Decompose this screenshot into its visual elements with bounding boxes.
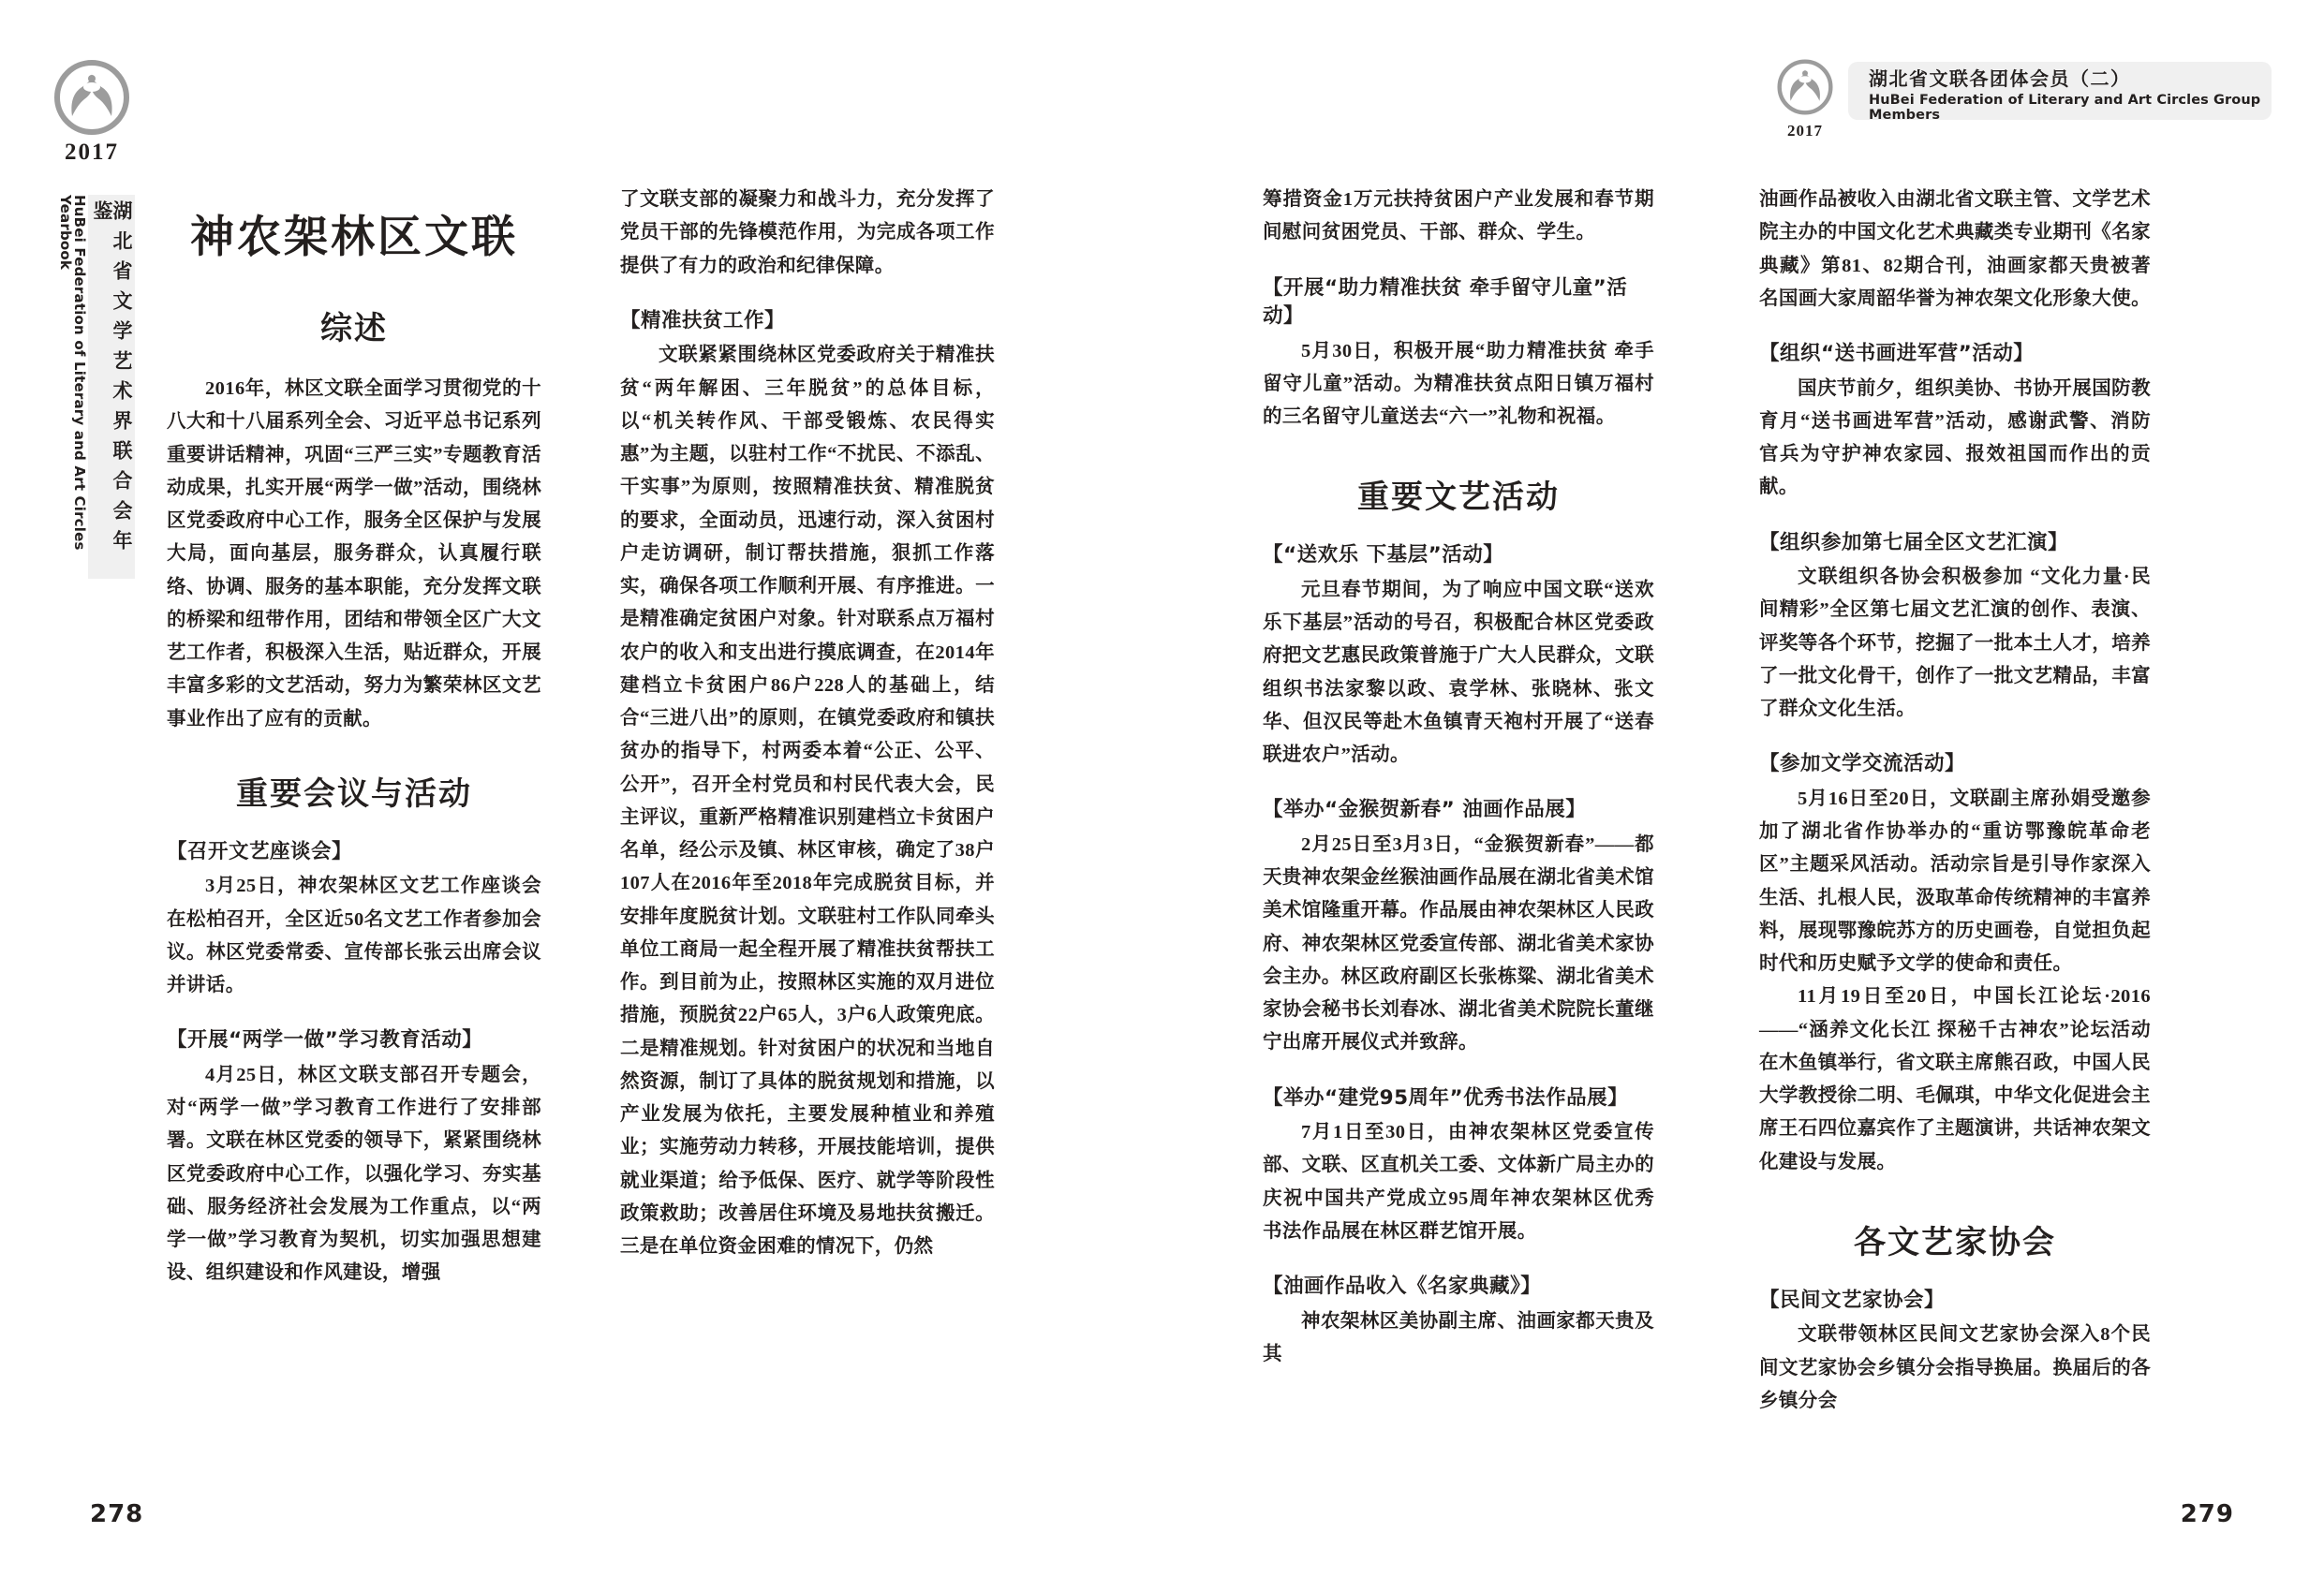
header-emblem — [1775, 58, 1835, 140]
subsection-body-golden-monkey-exhibition: 2月25日至3月3日，“金猴贺新春”——都天贵神农架金丝猴油画作品展在湖北省美术馆美术馆隆重开幕。作品展由神农架林区人民政府、神农架林区党委宣传部、湖北省美术家协会主办。林区政府副区长张栋粱、湖北省美术家协会秘书长刘春冰、湖北省美术院院长董继宁出席开展仪式并致辞。 — [1263, 833, 1654, 1054]
subsection-title-folk-literature-association: 【民间文艺家协会】 — [1759, 1288, 1946, 1312]
page-title: 神农架林区文联 — [190, 212, 518, 263]
subsection-body-books-to-barracks: 国庆节前夕，组织美协、书协开展国防教育月“送书画进军营”活动，感谢武警、消防官兵为守护神农家园、报效祖国而作出的贡献。 — [1759, 377, 2151, 498]
rail-vertical-titles — [54, 195, 135, 597]
subsection-title-left-behind-children: 【开展“助力精准扶贫 牵手留守儿童”活动】 — [1263, 275, 1628, 329]
section-heading-associations: 各文艺家协会 — [1854, 1223, 2056, 1261]
subsection-body-literary-exchange-2: 11月19日至20日，中国长江论坛·2016——“涵养文化长江 探秘千古神农”论坛活动在木鱼镇举行，省文联主席熊召政，中国人民大学教授徐二明、毛佩琪，中华文化促进会主席王石四位嘉宾作了主题演讲，共话神农架文化建设与发展。 — [1759, 986, 2151, 1172]
column-3 — [1263, 184, 1654, 1371]
continued-paragraph-col3: 筹措资金1万元扶持贫困户产业发展和春节期间慰问贫困党员、干部、群众、学生。 — [1263, 189, 1654, 243]
section-heading-meetings: 重要会议与活动 — [236, 774, 472, 813]
header-title-en: HuBei Federation of Literary and Art Circles Group Members — [1869, 93, 2261, 123]
overview-paragraph: 2016年，林区文联全面学习贯彻党的十八大和十八届系列全会、习近平总书记系列重要讲话精神，巩固“三严三实”专题教育活动成果，扎实开展“两学一做”活动，围绕林区党委政府中心工作，服务全区保护与发展大局，面向基层，服务群众，认真履行联络、协调、服务的基本职能，充分发挥文联的桥梁和纽带作用，团结和带领全区广大文艺工作者，积极深入生活，贴近群众，开展丰富多彩的文艺活动，努力为繁荣林区文艺事业作出了应有的贡献。 — [167, 378, 541, 730]
folio-right: 279 — [2180, 1500, 2234, 1528]
subsection-title-literary-exchange: 【参加文学交流活动】 — [1759, 752, 1966, 776]
subsection-body-joy-to-grassroots: 元旦春节期间，为了响应中国文联“送欢乐下基层”活动的号召，积极配合林区党委政府把文艺惠民政策普施于广大人民群众，文联组织书法家黎以政、袁学林、张晓林、张文华、但汉民等赴木鱼镇青天袍村开展了“送春联进农户”活动。 — [1263, 579, 1654, 766]
rail-title-cn: 湖北省文学艺术界联合会年鉴 — [88, 195, 135, 579]
folio-left: 278 — [90, 1500, 144, 1528]
subsection-body-literary-exchange-1: 5月16日至20日，文联副主席孙娟受邀参加了湖北省作协举办的“重访鄂豫皖革命老区”主题采风活动。活动宗旨是引导作家深入生活、扎根人民，汲取革命传统精神的丰富养料，展现鄂豫皖苏方的历史画卷，自觉担负起时代和历史赋予文学的使命和责任。 — [1759, 788, 2151, 975]
continued-paragraph-col2: 了文联支部的凝聚力和战斗力，充分发挥了党员干部的先锋模范作用，为完成各项工作提供了有力的政治和纪律保障。 — [620, 189, 995, 276]
subsection-body-folk-literature-association: 文联带领林区民间文艺家协会深入8个民间文艺家协会乡镇分会指导换届。换届后的各乡镇分会 — [1759, 1324, 2151, 1411]
section-heading-art-activities: 重要文艺活动 — [1357, 479, 1560, 517]
subsection-body-forum: 3月25日，神农架林区文艺工作座谈会在松柏召开，全区近50名文艺工作者参加会议。林区党委常委、宣传部长张云出席会议并讲话。 — [167, 876, 541, 996]
header-title-plate — [1848, 62, 2272, 123]
column-1 — [167, 184, 541, 1290]
subsection-body-oil-painting-collection: 神农架林区美协副主席、油画家都天贵及其 — [1263, 1310, 1654, 1364]
column-4 — [1759, 184, 2151, 1418]
subsection-title-two-studies: 【开展“两学一做”学习教育活动】 — [167, 1028, 483, 1053]
section-heading-overview: 综述 — [320, 310, 388, 347]
subsection-body-left-behind-children: 5月30日，积极开展“助力精准扶贫 牵手留守儿童”活动。为精准扶贫点阳日镇万福村的三名留守儿童送去“六一”礼物和祝福。 — [1263, 340, 1654, 428]
subsection-body-party-95th-calligraphy: 7月1日至30日，由神农架林区党委宣传部、文联、区直机关工委、文体新广局主办的庆祝中国共产党成立95周年神农架林区优秀书法作品展在林区群艺馆开展。 — [1263, 1122, 1654, 1242]
subsection-body-two-studies: 4月25日，林区文联支部召开专题会，对“两学一做”学习教育工作进行了安排部署。文联在林区党委的领导下，紧紧围绕林区党委政府中心工作，以强化学习、夯实基础、服务经济社会发展为工作重点，以“两学一做”学习教育为契机，切实加强思想建设、组织建设和作风建设，增强 — [167, 1064, 541, 1284]
emblem-year: 2017 — [65, 140, 119, 165]
subsection-title-forum: 【召开文艺座谈会】 — [167, 839, 353, 863]
header-emblem-year: 2017 — [1787, 122, 1823, 140]
subsection-body-poverty-alleviation: 文联紧紧围绕林区党委政府关于精准扶贫“两年解困、三年脱贫”的总体目标，以“机关转作风、干部受锻炼、农民得实惠”为主题，以驻村工作“不扰民、不添乱、干实事”为原则，按照精准扶贫、精准脱贫的要求，全面动员，迅速行动，深入贫困村户走访调研，制订帮扶措施，狠抓工作落实，确保各项工作顺利开展、有序推进。一是精准确定贫困户对象。针对联系点万福村农户的收入和支出进行摸底调查，在2014年建档立卡贫困户86户228人的基础上，结合“三进八出”的原则，在镇党委政府和镇扶贫办的指导下，村两委本着“公正、公平、公开”，召开全村党员和村民代表大会，民主评议，重新严格精准识别建档立卡贫困户名单，经公示及镇、林区审核，确定了38户107人在2016年至2018年完成脱贫目标，并安排年度脱贫计划。文联驻村工作队同牵头单位工商局一起全程开展了精准扶贫帮扶工作。到目前为止，按照林区实施的双月进位措施，预脱贫22户65人，3户6人政策兜底。二是精准规划。针对贫困户的状况和当地自然资源，制订了具体的脱贫规划和措施，以产业发展为依托，主要发展种植业和养殖业；实施劳动力转移，开展技能培训，提供就业渠道；给予低保、医疗、就学等阶段性政策救助；改善居住环境及易地扶贫搬迁。三是在单位资金困难的情况下，仍然 — [620, 345, 995, 1258]
column-2 — [620, 184, 995, 1263]
subsection-title-joy-to-grassroots: 【“送欢乐 下基层”活动】 — [1263, 543, 1504, 567]
continued-paragraph-col4: 油画作品被收入由湖北省文联主管、文学艺术院主办的中国文化艺术典藏类专业期刊《名家典藏》第81、82期合刊，油画家都天贵被著名国画大家周韶华誉为神农架文化形象大使。 — [1759, 189, 2151, 309]
subsection-body-seventh-art-performance: 文联组织各协会积极参加 “文化力量·民间精彩”全区第七届文艺汇演的创作、表演、评奖等各个环节，挖掘了一批本土人才，培养了一批文化骨干，创作了一批文艺精品，丰富了群众文化生活。 — [1759, 567, 2151, 720]
page-header — [1775, 58, 2272, 140]
subsection-title-golden-monkey-exhibition: 【举办“金猴贺新春” 油画作品展】 — [1263, 798, 1587, 822]
subsection-title-books-to-barracks: 【组织“送书画进军营”活动】 — [1759, 342, 2035, 365]
header-title-cn: 湖北省文联各团体会员（二） — [1869, 67, 2131, 90]
federation-emblem-icon — [1776, 104, 1834, 120]
subsection-title-oil-painting-collection: 【油画作品收入《名家典藏》】 — [1263, 1275, 1542, 1299]
federation-emblem-icon — [52, 58, 131, 137]
federation-emblem — [52, 58, 131, 166]
subsection-title-seventh-art-performance: 【组织参加第七届全区文艺汇演】 — [1759, 530, 2069, 554]
subsection-title-party-95th-calligraphy: 【举办“建党95周年”优秀书法作品展】 — [1263, 1085, 1629, 1110]
rail-title-en: HuBei Federation of Literary and Art Circles Yearbook — [57, 195, 88, 551]
subsection-title-poverty-alleviation: 【精准扶贫工作】 — [620, 308, 786, 332]
